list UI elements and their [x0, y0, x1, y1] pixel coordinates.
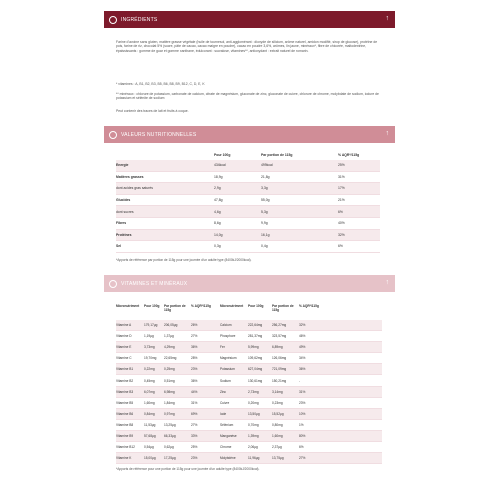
table-row [116, 364, 382, 375]
ingredients-list: Farine d'avoine sans gluten, matière grasse végétale (huile de tournesol, anti-agglomérant : dioxyde de silicium, arôme naturel, amidon modifié, sirop de glucose), protéine de pois, farine de riz, chocolat 5% (sucre, pâte de cacao, cacao maigre en poudre), cacao en poudre 3,6%, arômes, lin jaune, minéraux*, fibre de chicorée, maltodextrine, épaississants : gomme de guar et gomme xanthane, édulcorant : sucralose, vitamines**, antioxydant : extrait naturel de romarin. [116, 40, 378, 53]
nutrition-title: VALEURS NUTRITIONNELLES [121, 131, 197, 138]
table-cell: 23% [299, 400, 306, 405]
table-cell: 69% [191, 411, 198, 416]
table-cell: 3,3g [261, 186, 268, 191]
table-cell: Vitamine B8 [116, 422, 134, 427]
table-cell: 18,9g [214, 174, 223, 179]
vitamins-table [116, 299, 382, 464]
table-row [116, 218, 380, 230]
table-cell: 66,33µg [164, 433, 176, 438]
table-cell: Cuivre [220, 400, 230, 405]
circle-icon [109, 16, 117, 24]
table-cell: 15,52µg [272, 411, 284, 416]
vitamins-header-row [116, 299, 382, 320]
table-row [116, 387, 382, 398]
table-row [116, 375, 382, 386]
table-cell: 109,62mg [248, 356, 263, 361]
table-cell: 5,3g [261, 209, 268, 214]
table-cell: Chrome [220, 445, 232, 450]
table-row [116, 241, 380, 253]
table-cell: 222,64mg [248, 323, 263, 328]
table-cell: 3,73mg [144, 345, 155, 350]
table-cell: Zinc [220, 389, 227, 394]
table-cell: Vitamine C [116, 356, 132, 361]
table-cell: Calcium [220, 323, 232, 328]
table-row [116, 442, 382, 453]
table-row [116, 172, 380, 184]
product-info-panel [104, 0, 395, 500]
table-cell: 2,73mg [248, 389, 259, 394]
table-cell: 46% [299, 334, 306, 339]
table-cell: Fer [220, 345, 225, 350]
table-cell: 0,62µg [164, 445, 174, 450]
table-row [116, 353, 382, 364]
table-cell: 14,0g [214, 232, 223, 237]
table-cell: 80% [299, 433, 306, 438]
table-cell: 2,37µg [272, 445, 282, 450]
table-cell: Vitamine B5 [116, 400, 134, 405]
table-cell: 36% [191, 345, 198, 350]
table-cell: Vitamine B2 [116, 378, 134, 383]
table-cell: 2,9g [214, 186, 221, 191]
table-cell: 23% [191, 456, 198, 461]
table-cell: Protéines [116, 232, 132, 237]
table-cell: 55,0g [261, 198, 270, 203]
table-cell: 256,27mg [272, 323, 287, 328]
table-cell: Vitamine B1 [116, 367, 134, 372]
minerals-footnote: ** minéraux : chlorure de potassium, carbonate de calcium, citrate de magnésium, gluconate de zinc, gluconate de cuivre, chlorure de chrome, molybdate de sodium, iodure de potassium et sélénite de sodium [116, 92, 379, 101]
table-cell: Potassium [220, 367, 235, 372]
table-cell: Vitamine B6 [116, 411, 134, 416]
table-cell: - [299, 378, 301, 383]
table-cell: 36% [191, 378, 198, 383]
table-row [116, 183, 380, 195]
table-cell: 34% [299, 356, 306, 361]
table-cell: 32% [338, 232, 345, 237]
table-cell: 0,70mg [248, 422, 259, 427]
table-cell: Vitamine D [116, 334, 132, 339]
table-cell: 3,14mg [272, 389, 283, 394]
vitamins-note: *Apports de référence pour une portion de 115g pour une journée d'un adulte type (8400kJ/2000kcal). [116, 467, 260, 471]
table-cell: 31% [299, 389, 306, 394]
table-cell: 126,06mg [272, 356, 287, 361]
table-cell: Vitamine A [116, 323, 132, 328]
table-cell: Matières grasses [116, 174, 144, 179]
table-row [116, 453, 382, 464]
table-cell: 36% [299, 367, 306, 372]
table-cell: 281,37mg [248, 334, 263, 339]
table-cell: 27% [191, 334, 198, 339]
table-cell: 1,19µg [144, 334, 154, 339]
col-header: % AQR*/115g [191, 304, 211, 308]
table-cell: 25% [338, 163, 345, 168]
table-cell: 40% [338, 221, 345, 226]
table-cell: 0,84mg [144, 411, 155, 416]
vitamins-title: VITAMINES ET MINÉRAUX [121, 280, 188, 287]
table-cell: 206,05µg [164, 323, 178, 328]
table-cell: Vitamine E [116, 345, 132, 350]
table-cell: Vitamine B9 [116, 433, 134, 438]
table-cell: Fibres [116, 221, 127, 226]
table-cell: 1,37µg [164, 334, 174, 339]
table-cell: 27% [191, 422, 198, 427]
table-cell: Vitamine B3 [116, 389, 134, 394]
table-cell: 17,25µg [164, 456, 176, 461]
table-row [116, 420, 382, 431]
table-cell: Sélénium [220, 422, 234, 427]
table-cell: 6% [338, 244, 343, 249]
table-cell: 0,4g [261, 244, 268, 249]
table-cell: 13,75µg [272, 456, 284, 461]
table-cell: 31% [338, 174, 345, 179]
collapse-arrow-icon[interactable]: ↑ [385, 15, 389, 22]
table-cell: 6% [299, 445, 304, 450]
table-cell: 6,98mg [164, 389, 175, 394]
col-header: Par portion de 115g [261, 153, 293, 157]
table-cell: 0,20mg [248, 400, 259, 405]
table-cell: 179,17µg [144, 323, 158, 328]
col-header: Pour 100g [214, 153, 231, 157]
table-row [116, 409, 382, 420]
table-cell: 150,21mg [272, 378, 287, 383]
table-cell: 23% [191, 367, 198, 372]
col-header: Micronutriment [116, 304, 140, 308]
col-header: Par portion de 115g [272, 304, 294, 312]
col-header: Micronutriment [220, 304, 244, 308]
table-cell: Iode [220, 411, 227, 416]
table-cell: 0,54µg [144, 445, 154, 450]
vitamins-header[interactable] [104, 275, 395, 292]
table-cell: 1% [299, 422, 304, 427]
table-row [116, 398, 382, 409]
table-cell: Vitamine K [116, 456, 132, 461]
table-row [116, 342, 382, 353]
nutrition-header[interactable] [104, 126, 395, 143]
table-cell: Glucides [116, 198, 131, 203]
table-cell: 57,68µg [144, 433, 156, 438]
table-cell: 49% [299, 345, 306, 350]
table-cell: 0,3g [214, 244, 221, 249]
table-cell: 6% [338, 209, 343, 214]
table-cell: Sodium [220, 378, 231, 383]
table-cell: 19,70mg [144, 356, 157, 361]
table-cell: 0,45mg [144, 378, 155, 383]
circle-icon [109, 131, 117, 139]
table-cell: 21,8g [261, 174, 270, 179]
table-cell: 22,65mg [164, 356, 177, 361]
table-row [116, 331, 382, 342]
table-cell: 1,60mg [272, 433, 283, 438]
table-cell: 1,84mg [164, 400, 175, 405]
table-cell: 16,1g [261, 232, 270, 237]
table-cell: Magnésium [220, 356, 237, 361]
table-row [116, 206, 380, 218]
table-cell: 11,53µg [144, 422, 156, 427]
col-header: Pour 100g [144, 304, 160, 308]
table-cell: 1,60mg [144, 400, 155, 405]
table-cell: 434kcal [214, 163, 226, 168]
table-cell: 25% [191, 445, 198, 450]
table-cell: Sel [116, 244, 122, 249]
table-cell: 6,89mg [272, 345, 283, 350]
ingredients-title: INGRÉDIENTS [121, 16, 158, 23]
table-cell: 10% [299, 411, 306, 416]
table-cell: 13,50µg [248, 411, 260, 416]
collapse-arrow-icon[interactable]: ↑ [385, 279, 389, 286]
table-cell: Energie [116, 163, 129, 168]
table-cell: 28% [191, 356, 198, 361]
collapse-arrow-icon[interactable]: ↑ [385, 130, 389, 137]
table-cell: 627,04mg [248, 367, 263, 372]
table-row [116, 195, 380, 207]
table-cell: 15,00µg [144, 456, 156, 461]
table-cell: 0,23mg [272, 400, 283, 405]
table-cell: 4,6g [214, 209, 221, 214]
table-cell: 13,25µg [164, 422, 176, 427]
nutrition-note: *Apports de référence par portion de 115g pour une journée d'un adulte type (8400kJ/2000kcal). [116, 258, 252, 262]
table-cell: 130,61mg [248, 378, 263, 383]
vitamins-footnote: * vitamines : A, B1, B2, B3, B5, B6, B8, B9, B12, C, D, E, K [116, 82, 205, 86]
table-cell: dont sucres [116, 209, 134, 214]
table-cell: 0,80mg [272, 422, 283, 427]
table-cell: 11,96µg [248, 456, 260, 461]
table-cell: 721,09mg [272, 367, 287, 372]
table-row [116, 160, 380, 172]
table-cell: 21% [338, 198, 345, 203]
table-cell: Phosphore [220, 334, 236, 339]
table-cell: 499kcal [261, 163, 273, 168]
table-row [116, 230, 380, 242]
nutrition-table [116, 150, 380, 262]
table-cell: 0,25mg [164, 367, 175, 372]
table-cell: 6,07mg [144, 389, 155, 394]
table-cell: 44% [191, 389, 198, 394]
allergen-note: Peut contenir des traces de lait et fruits à coque. [116, 109, 189, 113]
table-cell: 5,99mg [248, 345, 259, 350]
table-cell: Manganèse [220, 433, 237, 438]
table-cell: 31% [191, 400, 198, 405]
circle-icon [109, 280, 117, 288]
table-cell: 323,57mg [272, 334, 287, 339]
table-cell: Vitamine B12 [116, 445, 135, 450]
table-cell: 0,97mg [164, 411, 175, 416]
col-header: Par portion de 115g [164, 304, 186, 312]
table-row [116, 320, 382, 331]
table-cell: 9,9g [261, 221, 268, 226]
table-cell: 26% [191, 323, 198, 328]
table-cell: 17% [338, 186, 345, 191]
table-cell: Molybdène [220, 456, 236, 461]
table-cell: 0,51mg [164, 378, 175, 383]
table-cell: 1,39mg [248, 433, 259, 438]
table-cell: dont acides gras saturés [116, 186, 153, 191]
table-cell: 8,6g [214, 221, 221, 226]
table-cell: 33% [191, 433, 198, 438]
nutrition-header-row [116, 150, 380, 160]
ingredients-header[interactable] [104, 11, 395, 28]
table-row [116, 431, 382, 442]
table-cell: 32% [299, 323, 306, 328]
table-cell: 47,8g [214, 198, 223, 203]
table-cell: 4,29mg [164, 345, 175, 350]
col-header: % AQR*/115g [338, 153, 360, 157]
table-cell: 2,06µg [248, 445, 258, 450]
table-cell: 27% [299, 456, 306, 461]
col-header: % AQR*/115g [299, 304, 319, 308]
table-cell: 0,22mg [144, 367, 155, 372]
col-header: Pour 100g [248, 304, 264, 308]
